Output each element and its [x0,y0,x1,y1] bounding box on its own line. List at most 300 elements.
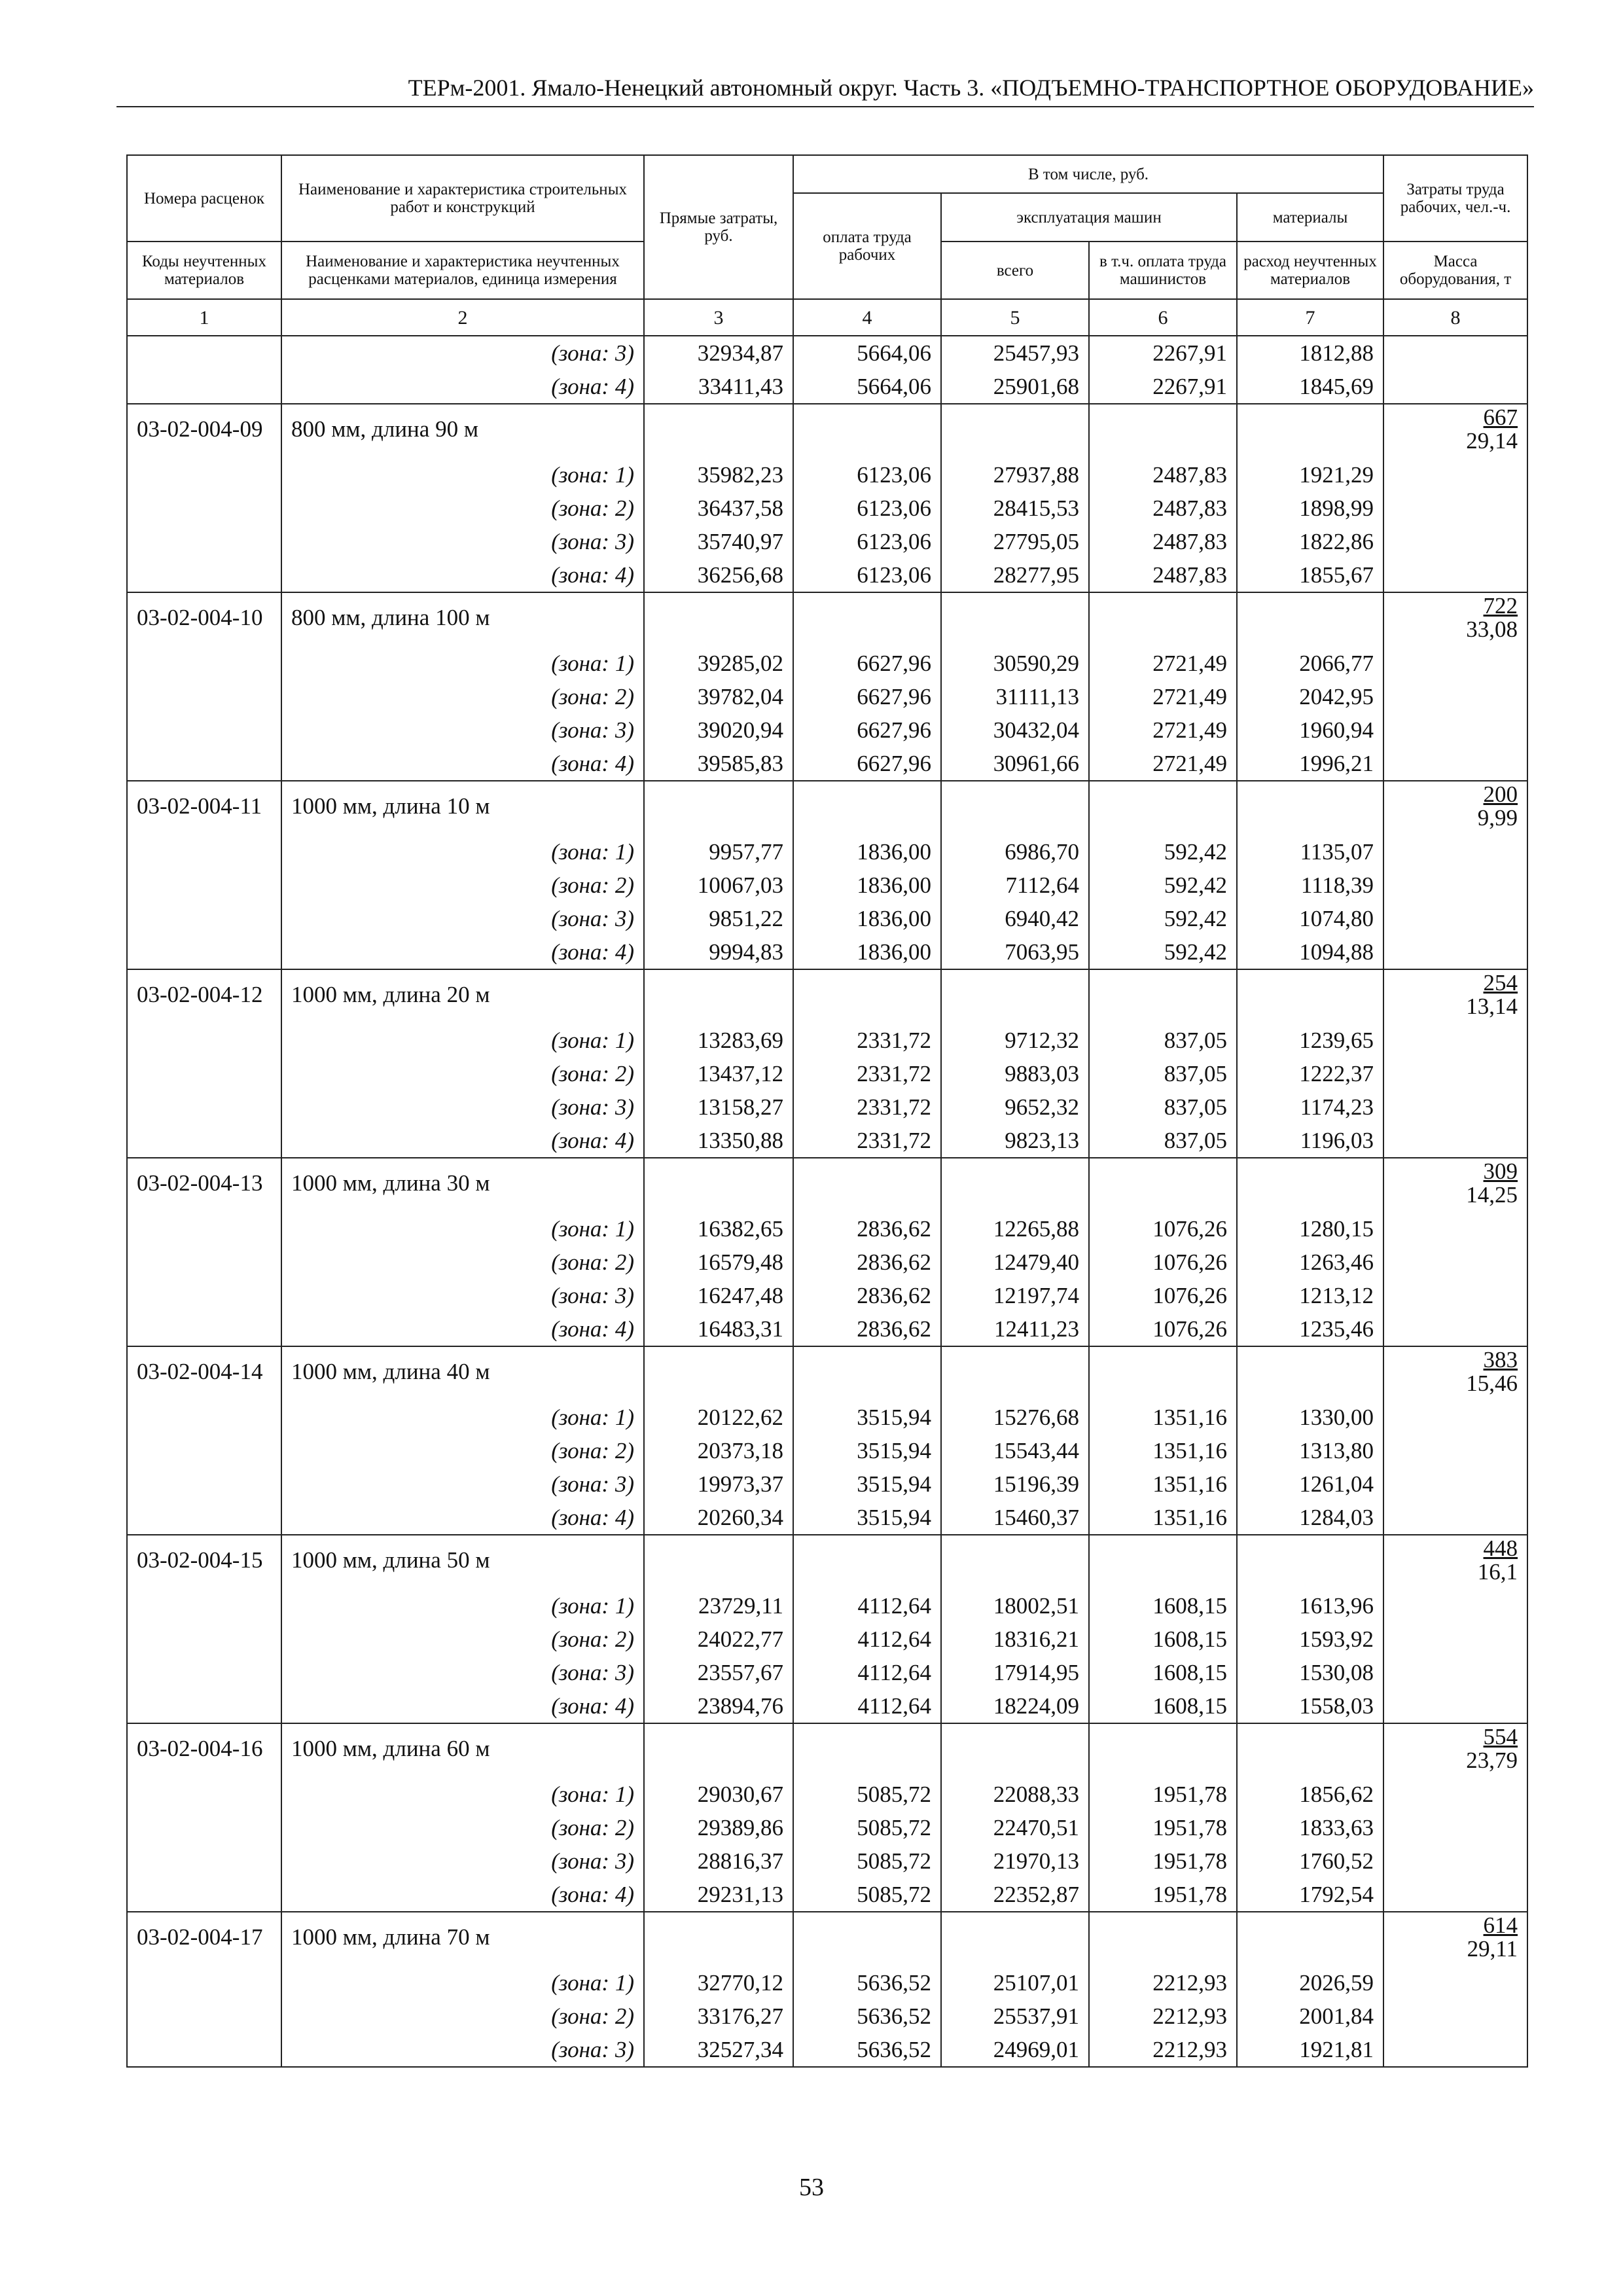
header-code-top: Номера расценок [127,155,281,242]
zone-label: (зона: 3) [281,713,644,747]
materials-cell: 1996,21 [1237,747,1383,781]
labor-pay-cell: 1836,00 [793,835,941,869]
machines-total-cell: 22352,87 [941,1878,1089,1912]
code-cell [127,2033,281,2067]
zone-row [127,1878,1527,1912]
machines-total-cell: 7063,95 [941,935,1089,969]
table-body [127,336,1527,2067]
labor-mass-cell [1383,1778,1527,1811]
zone-label: (зона: 4) [281,935,644,969]
zone-label: (зона: 3) [281,902,644,935]
empty-cell [1089,592,1237,647]
empty-cell [1237,1535,1383,1589]
zone-label: (зона: 3) [281,1844,644,1878]
labor-hours-value: 383 [1483,1347,1518,1372]
machinists-pay-cell: 2267,91 [1089,336,1237,370]
code-cell [127,492,281,525]
labor-mass-cell [1383,1124,1527,1158]
machines-total-cell: 30432,04 [941,713,1089,747]
rate-name: 1000 мм, длина 30 м [281,1158,644,1212]
labor-pay-cell: 5636,52 [793,2000,941,2033]
header-code-bottom: Коды неучтенных материалов [127,242,281,299]
direct-cost-cell: 33411,43 [644,370,793,404]
rate-code: 03-02-004-13 [127,1158,281,1212]
zone-row [127,1312,1527,1346]
materials-cell: 1196,03 [1237,1124,1383,1158]
labor-mass-cell [1383,2033,1527,2067]
zone-label: (зона: 1) [281,1212,644,1246]
empty-cell [793,781,941,835]
mass-value: 33,08 [1466,617,1518,642]
machines-total-cell: 24969,01 [941,2033,1089,2067]
machinists-pay-cell: 1608,15 [1089,1623,1237,1656]
machines-total-cell: 21970,13 [941,1844,1089,1878]
zone-label: (зона: 1) [281,1966,644,2000]
code-cell [127,1778,281,1811]
empty-cell [1237,404,1383,458]
empty-cell [1237,592,1383,647]
labor-pay-cell: 6123,06 [793,458,941,492]
materials-cell: 1833,63 [1237,1811,1383,1844]
zone-label: (зона: 4) [281,370,644,404]
mass-value: 13,14 [1466,994,1518,1019]
labor-pay-cell: 2836,62 [793,1246,941,1279]
machines-total-cell: 31111,13 [941,680,1089,713]
materials-cell: 1094,88 [1237,935,1383,969]
labor-mass-cell [1383,1878,1527,1912]
direct-cost-cell: 23557,67 [644,1656,793,1689]
zone-row [127,458,1527,492]
materials-cell: 1898,99 [1237,492,1383,525]
rate-name: 1000 мм, длина 10 м [281,781,644,835]
machinists-pay-cell: 1076,26 [1089,1212,1237,1246]
machines-total-cell: 22470,51 [941,1811,1089,1844]
empty-cell [1237,1158,1383,1212]
labor-pay-cell: 3515,94 [793,1401,941,1434]
machinists-pay-cell: 1076,26 [1089,1246,1237,1279]
empty-cell [793,1346,941,1401]
labor-pay-cell: 4112,64 [793,1689,941,1723]
direct-cost-cell: 16247,48 [644,1279,793,1312]
rate-code: 03-02-004-12 [127,969,281,1024]
price-table [126,154,1528,2068]
machines-total-cell: 15543,44 [941,1434,1089,1467]
direct-cost-cell: 24022,77 [644,1623,793,1656]
machinists-pay-cell: 2212,93 [1089,1966,1237,2000]
empty-cell [1237,969,1383,1024]
labor-mass-cell [1383,1723,1527,1778]
zone-row [127,525,1527,558]
column-numbers-row [127,299,1527,336]
materials-cell: 1074,80 [1237,902,1383,935]
labor-pay-cell: 1836,00 [793,869,941,902]
header-materials-use: расход неучтенных материалов [1237,242,1383,299]
direct-cost-cell: 29030,67 [644,1778,793,1811]
labor-pay-cell: 6627,96 [793,680,941,713]
zone-row [127,747,1527,781]
labor-mass-cell [1383,1623,1527,1656]
machines-total-cell: 15196,39 [941,1467,1089,1501]
direct-cost-cell: 19973,37 [644,1467,793,1501]
mass-value: 23,79 [1466,1748,1518,1773]
mass-value: 9,99 [1477,805,1518,831]
machines-total-cell: 28277,95 [941,558,1089,592]
code-cell [127,1124,281,1158]
code-cell [127,1279,281,1312]
zone-label: (зона: 2) [281,2000,644,2033]
materials-cell: 1760,52 [1237,1844,1383,1878]
materials-cell: 1593,92 [1237,1623,1383,1656]
labor-mass-cell [1383,1689,1527,1723]
labor-mass-cell [1383,1501,1527,1535]
mass-value: 29,14 [1466,428,1518,454]
labor-mass-fraction [1466,1724,1518,1772]
zone-label: (зона: 2) [281,492,644,525]
code-cell [127,1024,281,1057]
labor-pay-cell: 2836,62 [793,1312,941,1346]
header-materials-group: материалы [1237,193,1383,242]
zone-row [127,1024,1527,1057]
labor-pay-cell: 2331,72 [793,1057,941,1090]
empty-cell [941,1346,1089,1401]
materials-cell: 1239,65 [1237,1024,1383,1057]
labor-mass-cell [1383,1312,1527,1346]
code-cell [127,835,281,869]
machines-total-cell: 25901,68 [941,370,1089,404]
machinists-pay-cell: 1351,16 [1089,1467,1237,1501]
machinists-pay-cell: 2487,83 [1089,558,1237,592]
direct-cost-cell: 29231,13 [644,1878,793,1912]
code-cell [127,1434,281,1467]
zone-label: (зона: 3) [281,525,644,558]
code-cell [127,1312,281,1346]
zone-row [127,1467,1527,1501]
zone-label: (зона: 3) [281,1656,644,1689]
empty-cell [941,969,1089,1024]
machinists-pay-cell: 2212,93 [1089,2000,1237,2033]
machines-total-cell: 25107,01 [941,1966,1089,2000]
empty-cell [941,404,1089,458]
labor-mass-cell [1383,835,1527,869]
code-cell [127,370,281,404]
labor-pay-cell: 3515,94 [793,1434,941,1467]
labor-mass-cell [1383,902,1527,935]
direct-cost-cell: 20122,62 [644,1401,793,1434]
machinists-pay-cell: 1351,16 [1089,1401,1237,1434]
zone-row [127,1401,1527,1434]
machines-total-cell: 9712,32 [941,1024,1089,1057]
zone-label: (зона: 3) [281,1467,644,1501]
labor-mass-cell [1383,869,1527,902]
empty-cell [941,1158,1089,1212]
empty-cell [1237,1346,1383,1401]
zone-row [127,1656,1527,1689]
empty-cell [941,592,1089,647]
rate-item-row [127,1723,1527,1778]
machinists-pay-cell: 1951,78 [1089,1811,1237,1844]
machinists-pay-cell: 837,05 [1089,1124,1237,1158]
empty-cell [1089,781,1237,835]
zone-row [127,2033,1527,2067]
labor-mass-fraction [1466,1158,1518,1207]
zone-row [127,935,1527,969]
materials-cell: 1213,12 [1237,1279,1383,1312]
empty-cell [793,1723,941,1778]
empty-cell [1089,404,1237,458]
code-cell [127,713,281,747]
labor-pay-cell: 2836,62 [793,1212,941,1246]
labor-mass-cell [1383,1966,1527,2000]
labor-mass-cell [1383,1024,1527,1057]
code-cell [127,558,281,592]
direct-cost-cell: 9851,22 [644,902,793,935]
code-cell [127,458,281,492]
machines-total-cell: 18002,51 [941,1589,1089,1623]
empty-cell [1089,1346,1237,1401]
labor-pay-cell: 5085,72 [793,1811,941,1844]
rate-item-row [127,1346,1527,1401]
labor-mass-cell [1383,592,1527,647]
header-machines-total: всего [941,242,1089,299]
direct-cost-cell: 23729,11 [644,1589,793,1623]
materials-cell: 1261,04 [1237,1467,1383,1501]
zone-row [127,647,1527,680]
machinists-pay-cell: 837,05 [1089,1024,1237,1057]
labor-pay-cell: 2331,72 [793,1090,941,1124]
empty-cell [941,781,1089,835]
header-name-bottom: Наименование и характеристика неучтенных расценками материалов, единица измерения [281,242,644,299]
materials-cell: 2026,59 [1237,1966,1383,2000]
machinists-pay-cell: 2487,83 [1089,525,1237,558]
direct-cost-cell: 35740,97 [644,525,793,558]
mass-value: 29,11 [1467,1936,1518,1962]
machines-total-cell: 25537,91 [941,2000,1089,2033]
header-direct-costs: Прямые затраты, руб. [644,155,793,299]
labor-mass-cell [1383,492,1527,525]
machinists-pay-cell: 1076,26 [1089,1279,1237,1312]
code-cell [127,1689,281,1723]
header-labor-pay: оплата труда рабочих [793,193,941,299]
labor-mass-fraction [1466,1347,1518,1395]
machines-total-cell: 9883,03 [941,1057,1089,1090]
zone-row [127,1589,1527,1623]
direct-cost-cell: 23894,76 [644,1689,793,1723]
machinists-pay-cell: 2487,83 [1089,458,1237,492]
rate-name: 1000 мм, длина 20 м [281,969,644,1024]
materials-cell: 2066,77 [1237,647,1383,680]
machinists-pay-cell: 2721,49 [1089,747,1237,781]
running-header: ТЕРм-2001. Ямало-Ненецкий автономный округ. Часть 3. «ПОДЪЕМНО-ТРАНСПОРТНОЕ ОБОРУДОВАНИЕ» [116,71,1534,107]
machinists-pay-cell: 2212,93 [1089,2033,1237,2067]
labor-pay-cell: 5085,72 [793,1778,941,1811]
code-cell [127,1966,281,2000]
machines-total-cell: 6986,70 [941,835,1089,869]
direct-cost-cell: 13283,69 [644,1024,793,1057]
labor-mass-cell [1383,458,1527,492]
code-cell [127,1811,281,1844]
labor-pay-cell: 3515,94 [793,1467,941,1501]
materials-cell: 1222,37 [1237,1057,1383,1090]
labor-pay-cell: 6123,06 [793,492,941,525]
zone-label: (зона: 3) [281,1279,644,1312]
zone-row [127,902,1527,935]
empty-cell [1089,1912,1237,1966]
empty-cell [941,1535,1089,1589]
machinists-pay-cell: 1351,16 [1089,1501,1237,1535]
empty-cell [793,404,941,458]
labor-mass-cell [1383,336,1527,370]
machinists-pay-cell: 592,42 [1089,935,1237,969]
zone-label: (зона: 2) [281,1811,644,1844]
materials-cell: 1812,88 [1237,336,1383,370]
header-mass: Масса оборудования, т [1383,242,1527,299]
empty-cell [644,1346,793,1401]
column-number: 1 [127,299,281,336]
empty-cell [1089,969,1237,1024]
labor-pay-cell: 5085,72 [793,1844,941,1878]
direct-cost-cell: 33176,27 [644,2000,793,2033]
empty-cell [793,1535,941,1589]
rate-name: 1000 мм, длина 60 м [281,1723,644,1778]
machines-total-cell: 12479,40 [941,1246,1089,1279]
empty-cell [941,1912,1089,1966]
labor-hours-value: 200 [1483,781,1518,807]
zone-row [127,492,1527,525]
empty-cell [941,1723,1089,1778]
zone-label: (зона: 4) [281,1501,644,1535]
zone-label: (зона: 4) [281,747,644,781]
zone-row [127,1778,1527,1811]
materials-cell: 1280,15 [1237,1212,1383,1246]
empty-cell [793,1158,941,1212]
zone-label: (зона: 2) [281,869,644,902]
zone-row [127,1246,1527,1279]
materials-cell: 1235,46 [1237,1312,1383,1346]
direct-cost-cell: 32934,87 [644,336,793,370]
zone-row [127,336,1527,370]
zone-row [127,1279,1527,1312]
zone-row [127,1623,1527,1656]
labor-pay-cell: 5664,06 [793,370,941,404]
machines-total-cell: 15460,37 [941,1501,1089,1535]
code-cell [127,1212,281,1246]
labor-mass-cell [1383,1844,1527,1878]
labor-pay-cell: 6627,96 [793,647,941,680]
labor-pay-cell: 5085,72 [793,1878,941,1912]
labor-hours-value: 722 [1483,593,1518,619]
machines-total-cell: 12265,88 [941,1212,1089,1246]
rate-name: 1000 мм, длина 50 м [281,1535,644,1589]
labor-mass-fraction [1478,1535,1518,1584]
materials-cell: 1856,62 [1237,1778,1383,1811]
empty-cell [1089,1723,1237,1778]
zone-row [127,1844,1527,1878]
machinists-pay-cell: 2721,49 [1089,713,1237,747]
labor-mass-cell [1383,1090,1527,1124]
direct-cost-cell: 36437,58 [644,492,793,525]
machinists-pay-cell: 837,05 [1089,1057,1237,1090]
materials-cell: 1921,81 [1237,2033,1383,2067]
zone-row [127,869,1527,902]
materials-cell: 2001,84 [1237,2000,1383,2033]
zone-label: (зона: 4) [281,1878,644,1912]
machinists-pay-cell: 1351,16 [1089,1434,1237,1467]
labor-hours-value: 309 [1483,1158,1518,1184]
labor-mass-cell [1383,1535,1527,1589]
labor-pay-cell: 4112,64 [793,1623,941,1656]
materials-cell: 1558,03 [1237,1689,1383,1723]
machinists-pay-cell: 1951,78 [1089,1844,1237,1878]
zone-row [127,1689,1527,1723]
empty-cell [1237,1723,1383,1778]
rate-item-row [127,1912,1527,1966]
direct-cost-cell: 16483,31 [644,1312,793,1346]
machines-total-cell: 30961,66 [941,747,1089,781]
materials-cell: 1135,07 [1237,835,1383,869]
zone-row [127,680,1527,713]
machines-total-cell: 12411,23 [941,1312,1089,1346]
code-cell [127,1589,281,1623]
zone-label: (зона: 1) [281,1778,644,1811]
machinists-pay-cell: 1608,15 [1089,1689,1237,1723]
rate-item-row [127,781,1527,835]
code-cell [127,336,281,370]
zone-row [127,1212,1527,1246]
machinists-pay-cell: 1608,15 [1089,1656,1237,1689]
direct-cost-cell: 20260,34 [644,1501,793,1535]
rate-item-row [127,404,1527,458]
direct-cost-cell: 20373,18 [644,1434,793,1467]
table-header [127,155,1527,336]
labor-pay-cell: 6627,96 [793,713,941,747]
rate-name: 1000 мм, длина 70 м [281,1912,644,1966]
column-number: 2 [281,299,644,336]
zone-label: (зона: 2) [281,680,644,713]
empty-cell [644,404,793,458]
labor-pay-cell: 4112,64 [793,1589,941,1623]
labor-mass-cell [1383,1811,1527,1844]
labor-mass-cell [1383,1346,1527,1401]
labor-pay-cell: 6123,06 [793,558,941,592]
materials-cell: 1263,46 [1237,1246,1383,1279]
labor-pay-cell: 3515,94 [793,1501,941,1535]
direct-cost-cell: 39782,04 [644,680,793,713]
code-cell [127,1401,281,1434]
labor-mass-cell [1383,935,1527,969]
materials-cell: 1822,86 [1237,525,1383,558]
code-cell [127,747,281,781]
machines-total-cell: 30590,29 [941,647,1089,680]
empty-cell [1089,1158,1237,1212]
page-number: 53 [799,2174,824,2201]
column-number: 8 [1383,299,1527,336]
machines-total-cell: 28415,53 [941,492,1089,525]
empty-cell [793,592,941,647]
labor-mass-cell [1383,1589,1527,1623]
empty-cell [793,969,941,1024]
direct-cost-cell: 36256,68 [644,558,793,592]
zone-label: (зона: 1) [281,1589,644,1623]
direct-cost-cell: 39585,83 [644,747,793,781]
zone-label: (зона: 2) [281,1434,644,1467]
labor-hours-value: 667 [1483,404,1518,430]
empty-cell [644,969,793,1024]
zone-row [127,1501,1527,1535]
code-cell [127,1467,281,1501]
header-labor-cost: Затраты труда рабочих, чел.-ч. [1383,155,1527,242]
materials-cell: 1530,08 [1237,1656,1383,1689]
machines-total-cell: 27795,05 [941,525,1089,558]
